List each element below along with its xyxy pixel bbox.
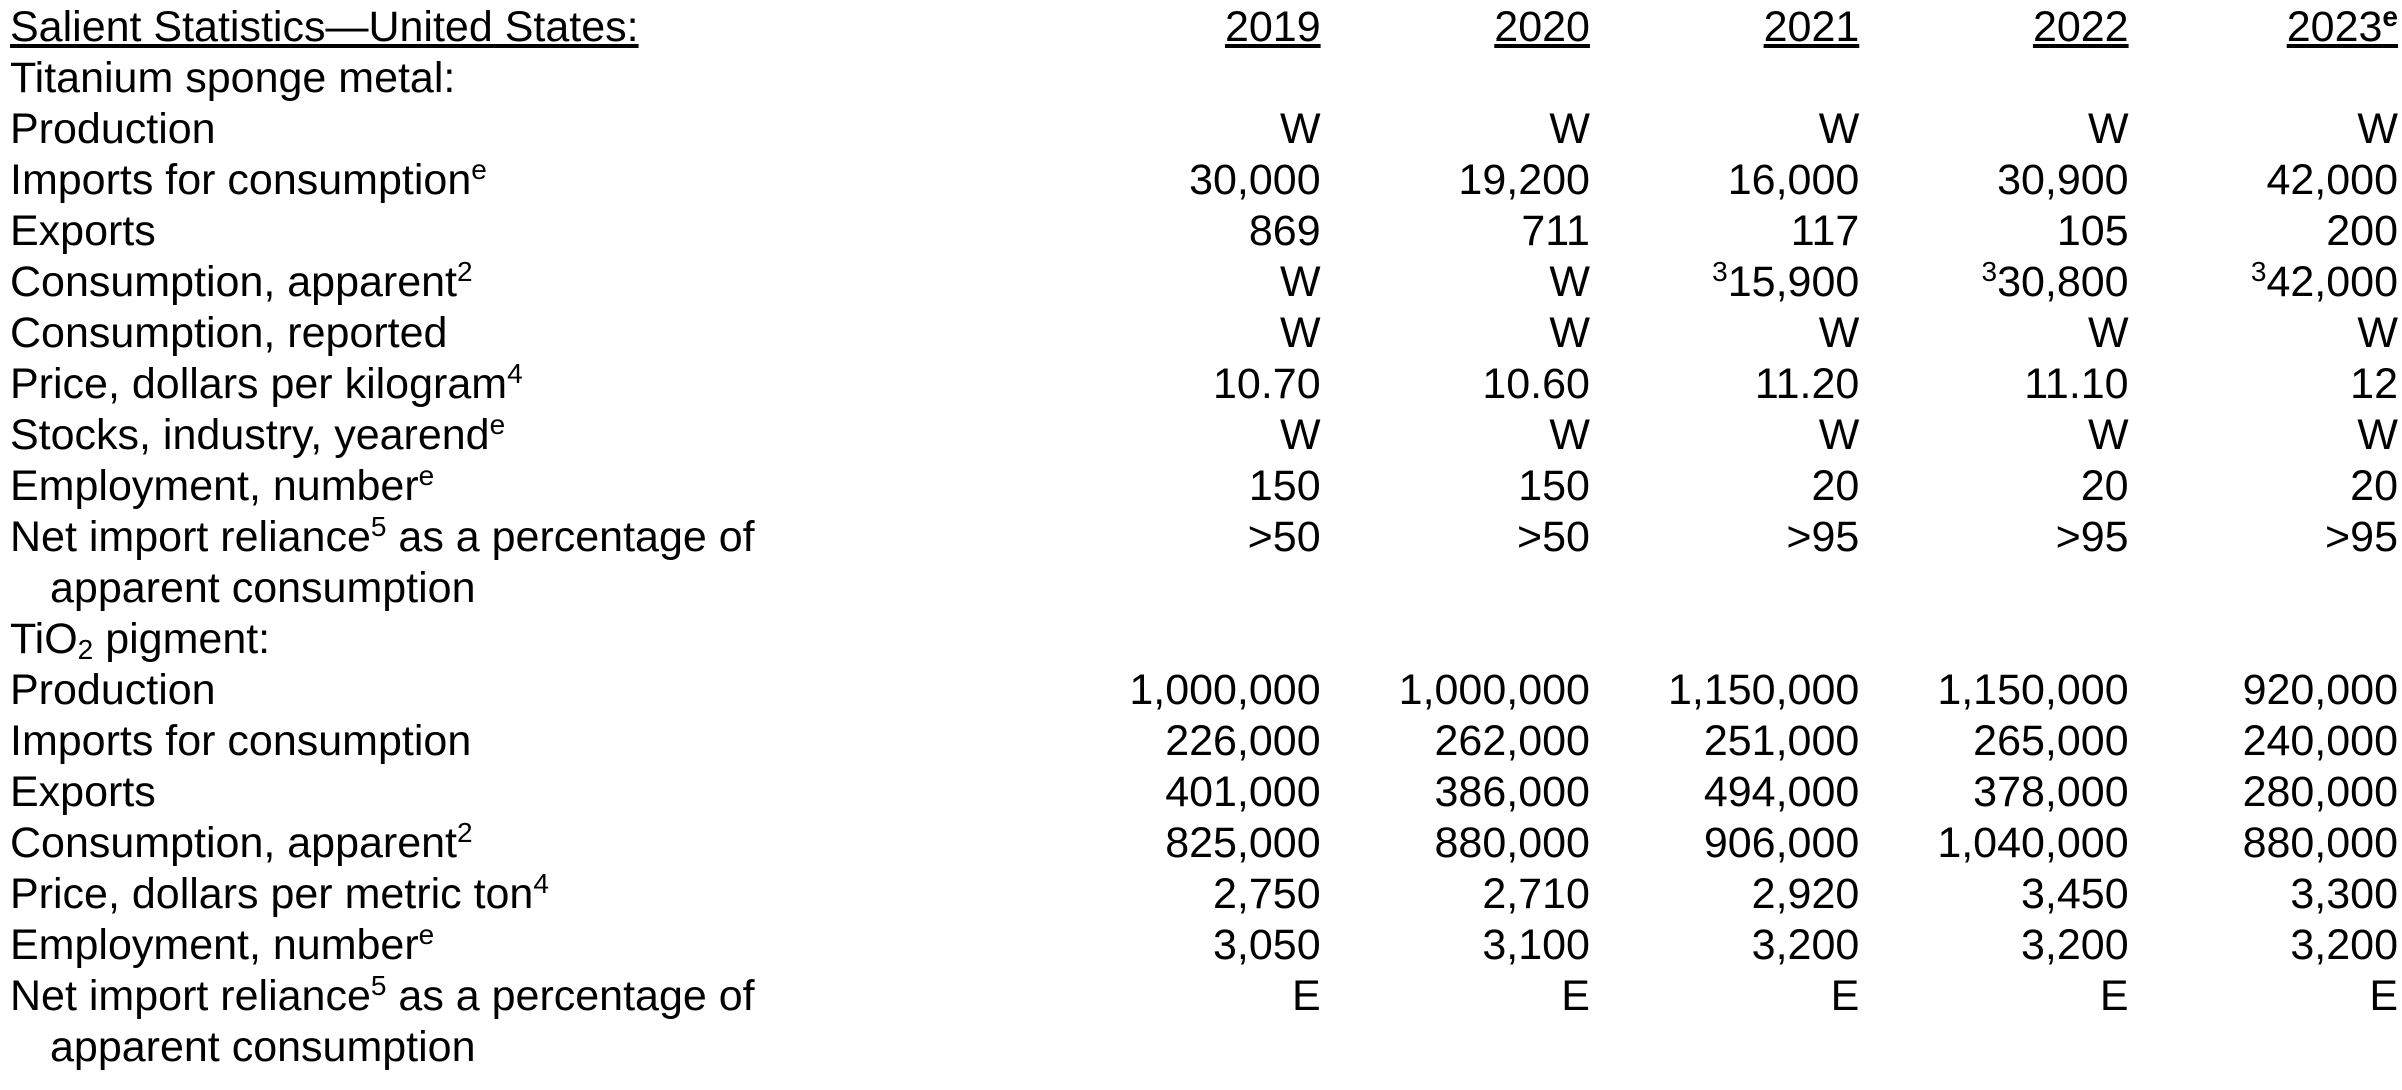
table-cell-2023: 42,000: [2266, 156, 2398, 204]
table-cell-2022: $^3$30,800: [1981, 256, 2129, 306]
row-label: Employment, number$^e$: [10, 919, 435, 969]
table-cell-2022: 30,900: [1997, 156, 2129, 204]
table-cell-2020: 2,710: [1482, 870, 1590, 918]
year-header-2020: 2020: [1494, 3, 1590, 51]
table-cell-2021: E: [1830, 972, 1860, 1020]
table-row: [10, 512, 2398, 614]
table-cell-2020: 150: [1518, 462, 1590, 510]
year-header-2021: 2021: [1763, 3, 1860, 51]
table-cell-2021: 2,920: [1751, 870, 1860, 918]
table-cell-2020: >50: [1517, 513, 1590, 561]
table-cell-2019: W: [1280, 309, 1321, 357]
table-cell-2020: W: [1549, 105, 1590, 153]
row-label: Price, dollars per metric ton$^4$: [10, 868, 549, 918]
table-cell-2020: 10.60: [1482, 360, 1590, 408]
row-label: Price, dollars per kilogram$^4$: [10, 358, 523, 408]
table-cell-2022: E: [2099, 972, 2129, 1020]
table-row: [10, 920, 2398, 971]
table-cell-2022: 3,450: [2021, 870, 2129, 918]
table-cell-2019: 401,000: [1165, 768, 1321, 816]
table-cell-2020: 386,000: [1434, 768, 1590, 816]
row-label: Net import reliance$^5$ as a percentage of apparent consumption: [10, 511, 755, 612]
table-cell-2021: $^3$15,900: [1712, 256, 1860, 306]
table-cell-2022: 11.10: [2024, 360, 2129, 408]
table-cell-2021: W: [1818, 105, 1860, 153]
table-cell-2021: W: [1818, 411, 1860, 459]
table-row: [10, 716, 2398, 767]
table-cell-2021: 117: [1790, 207, 1860, 255]
row-label: Stocks, industry, yearend$^e$: [10, 409, 506, 459]
table-cell-2020: 3,100: [1482, 921, 1590, 969]
table-cell-2022: 105: [2056, 207, 2129, 255]
row-label: Employment, number$^e$: [10, 460, 435, 510]
table-cell-2023: 200: [2326, 207, 2398, 255]
table-row: [10, 359, 2398, 410]
table-cell-2020: W: [1549, 258, 1590, 306]
table-cell-2021: 251,000: [1703, 717, 1860, 765]
table-row: [10, 308, 2398, 359]
row-label: Exports: [10, 768, 156, 816]
table-cell-2020: 262,000: [1434, 717, 1590, 765]
estimate-footnote-mark: e: [2382, 1, 2398, 32]
header-row: [10, 2, 2398, 53]
table-cell-2020: 711: [1521, 207, 1590, 255]
table-row: [10, 767, 2398, 818]
table-row: [10, 206, 2398, 257]
table-cell-2021: 494,000: [1703, 768, 1860, 816]
row-label: Imports for consumption$^e$: [10, 154, 487, 204]
table-cell-2020: W: [1549, 309, 1590, 357]
table-cell-2022: 1,040,000: [1937, 819, 2129, 867]
table-cell-2023: W: [2357, 411, 2398, 459]
table-cell-2022: 20: [2080, 462, 2129, 510]
table-cell-2021: W: [1818, 309, 1860, 357]
row-label: Consumption, reported: [10, 309, 448, 357]
table-body: [10, 53, 2398, 1073]
table-cell-2021: 11.20: [1754, 360, 1860, 408]
table-cell-2023: 240,000: [2242, 717, 2398, 765]
table-cell-2022: 1,150,000: [1937, 666, 2129, 714]
table-cell-2023: 920,000: [2242, 666, 2398, 714]
table-cell-2019: 226,000: [1165, 717, 1321, 765]
table-cell-2023: 3,300: [2290, 870, 2398, 918]
table-cell-2019: >50: [1247, 513, 1321, 561]
table-cell-2021: 16,000: [1727, 156, 1860, 204]
table-cell-2022: >95: [2055, 513, 2129, 561]
row-label: Consumption, apparent$^2$: [10, 817, 473, 867]
table-cell-2019: W: [1280, 411, 1321, 459]
row-label: Production: [10, 666, 216, 714]
year-header-2019: 2019: [1224, 3, 1321, 51]
table-cell-2022: W: [2088, 105, 2129, 153]
table-cell-2019: 30,000: [1189, 156, 1321, 204]
table-row: [10, 104, 2398, 155]
table-cell-2019: 150: [1248, 462, 1321, 510]
table-cell-2019: 1,000,000: [1129, 666, 1321, 714]
table-row: [10, 869, 2398, 920]
table-row: [10, 155, 2398, 206]
table-cell-2019: 10.70: [1213, 360, 1321, 408]
salient-statistics-table: [10, 2, 2398, 1073]
row-label: Consumption, apparent$^2$: [10, 256, 473, 306]
section-title: Titanium sponge metal:: [10, 54, 456, 102]
table-cell-2023: >95: [2325, 513, 2398, 561]
year-header-2023: 2023e: [2286, 1, 2398, 51]
table-cell-2022: W: [2088, 309, 2129, 357]
table-cell-2021: 20: [1811, 462, 1860, 510]
row-label: Exports: [10, 207, 156, 255]
table-cell-2022: W: [2088, 411, 2129, 459]
table-cell-2023: 12: [2350, 360, 2398, 408]
table-cell-2023: W: [2357, 105, 2398, 153]
table-cell-2019: 825,000: [1165, 819, 1321, 867]
table-cell-2022: 265,000: [1973, 717, 2129, 765]
table-cell-2019: W: [1280, 105, 1321, 153]
table-cell-2023: 280,000: [2242, 768, 2398, 816]
table-cell-2023: 880,000: [2242, 819, 2398, 867]
table-cell-2019: 2,750: [1213, 870, 1321, 918]
table-cell-2021: 906,000: [1703, 819, 1860, 867]
table-row: [10, 971, 2398, 1073]
table-cell-2021: 1,150,000: [1667, 666, 1860, 714]
table-cell-2023: E: [2369, 972, 2398, 1020]
table-cell-2021: 3,200: [1751, 921, 1860, 969]
table-cell-2020: 1,000,000: [1398, 666, 1590, 714]
table-row: [10, 818, 2398, 869]
table-cell-2020: W: [1549, 411, 1590, 459]
table-cell-2023: 3,200: [2290, 921, 2398, 969]
table-cell-2022: 3,200: [2021, 921, 2129, 969]
row-label: Production: [10, 105, 216, 153]
table-cell-2021: >95: [1786, 513, 1860, 561]
table-title: Salient Statistics—United States:: [10, 3, 639, 51]
section-row: [10, 614, 2398, 665]
table-cell-2020: 19,200: [1458, 156, 1590, 204]
row-label: Net import reliance$^5$ as a percentage of apparent consumption: [10, 970, 755, 1071]
table-row: [10, 410, 2398, 461]
table-row: [10, 665, 2398, 716]
section-row: [10, 53, 2398, 104]
table-row: [10, 257, 2398, 308]
table-cell-2023: $^3$42,000: [2250, 256, 2398, 306]
section-title: TiO$_2$ pigment:: [10, 615, 271, 665]
table-cell-2019: 3,050: [1213, 921, 1321, 969]
table-cell-2019: E: [1291, 972, 1321, 1020]
row-label: Imports for consumption: [10, 717, 472, 765]
year-header-2022: 2022: [2032, 3, 2129, 51]
table-cell-2020: E: [1561, 972, 1590, 1020]
table-cell-2019: W: [1280, 258, 1321, 306]
table-cell-2020: 880,000: [1434, 819, 1590, 867]
table-cell-2019: 869: [1248, 207, 1321, 255]
table-cell-2023: W: [2357, 309, 2398, 357]
table-cell-2023: 20: [2350, 462, 2398, 510]
table-cell-2022: 378,000: [1973, 768, 2129, 816]
table-row: [10, 461, 2398, 512]
